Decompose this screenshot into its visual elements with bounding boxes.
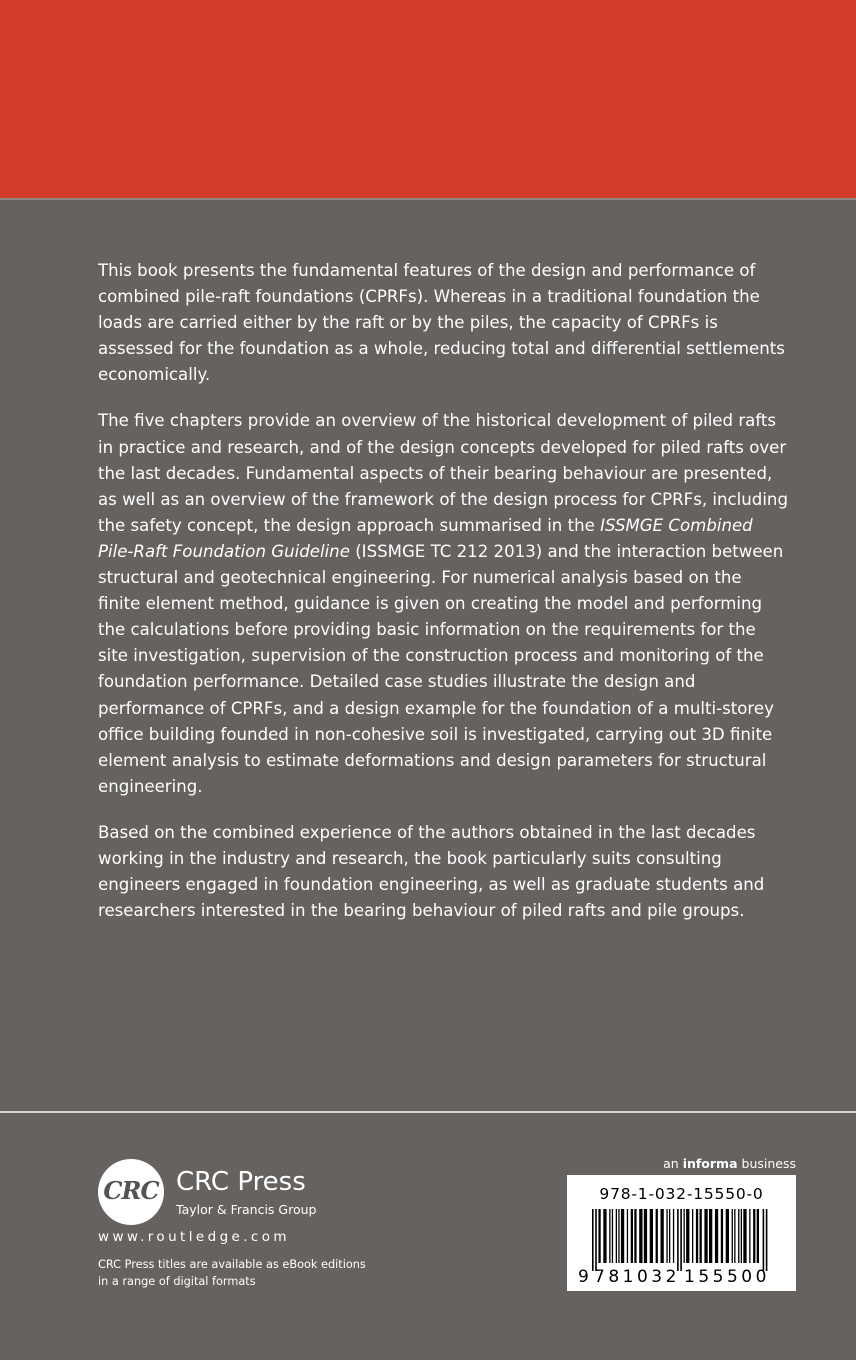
barcode-bar — [609, 1209, 610, 1263]
footer-divider — [0, 1111, 856, 1113]
barcode-bar — [726, 1209, 729, 1263]
barcode-guard-bar — [680, 1209, 682, 1271]
tagline-suffix: business — [741, 1156, 796, 1171]
barcode-bar — [753, 1209, 755, 1263]
barcode-digits-right: 155500 — [684, 1267, 770, 1287]
ebook-note-line-1: CRC Press titles are available as eBook editions — [98, 1258, 366, 1271]
ebook-note — [98, 1257, 378, 1290]
informa-tagline — [600, 1156, 796, 1171]
publisher-group: Taylor & Francis Group — [176, 1202, 317, 1217]
barcode-bar — [704, 1209, 707, 1263]
barcode-guard-bar — [766, 1209, 768, 1271]
barcode-guard-bar — [592, 1209, 594, 1271]
barcode-bar — [618, 1209, 619, 1263]
tagline-brand: informa — [682, 1156, 738, 1171]
barcode-bar — [696, 1209, 698, 1263]
barcode-bar — [738, 1209, 739, 1263]
barcode-bar — [661, 1209, 664, 1263]
paragraph-2-text-start: The five chapters provide an overview of the historical development of piled rafts in practice and research, and of the design concepts developed for piled rafts over the last decades. Fundamental aspects of their bearing behaviour are presented, as well as an overview of the framework of the design process for CPRFs, including the safety concept, the design approach summarised in the — [98, 411, 788, 535]
barcode-bar — [631, 1209, 633, 1263]
description-paragraph-3: Based on the combined experience of the authors obtained in the last decades working in the industry and research, the book particularly suits consulting engineers engaged in foundation engineering, as well as graduate students and researchers interested in the bearing behaviour of piled rafts and pile groups. — [98, 822, 765, 921]
barcode-bar — [700, 1209, 702, 1263]
barcode-bar — [673, 1209, 674, 1263]
barcode-bar — [743, 1209, 746, 1263]
barcode-guard-bar — [595, 1209, 597, 1271]
barcode-bar — [734, 1209, 735, 1263]
barcode-bar — [686, 1209, 689, 1263]
barcode-bar — [612, 1209, 613, 1263]
isbn-barcode — [567, 1175, 796, 1291]
ebook-note-line-2: in a range of digital formats — [98, 1274, 256, 1288]
barcode-digit-first: 9 — [578, 1267, 589, 1287]
barcode-bar — [650, 1209, 653, 1263]
barcode-bar — [684, 1209, 685, 1263]
barcode-bar — [666, 1209, 667, 1263]
barcode-guard-bar — [677, 1209, 679, 1271]
publisher-website: www.routledge.com — [98, 1229, 290, 1245]
crc-logo-text: CRC — [103, 1176, 159, 1205]
barcode-bar — [741, 1209, 742, 1263]
barcode-bar — [603, 1209, 606, 1263]
barcode-bar — [715, 1209, 718, 1263]
barcode-bar — [749, 1209, 750, 1263]
barcode-bar — [757, 1209, 759, 1263]
guideline-title: ISSMGE Combined Pile-Raft Foundation Guideline — [98, 515, 753, 561]
publisher-name: CRC Press — [176, 1167, 306, 1197]
header-color-band — [0, 0, 856, 198]
barcode-bar — [598, 1209, 600, 1263]
barcode-bar — [709, 1209, 712, 1263]
barcode-bar — [627, 1209, 628, 1263]
barcode-bar — [721, 1209, 723, 1263]
barcode-bar — [639, 1209, 642, 1263]
header-divider — [0, 198, 856, 200]
tagline-prefix: an — [663, 1156, 679, 1171]
book-description — [98, 258, 788, 944]
barcode-guard-bar — [763, 1209, 765, 1271]
barcode-bar — [644, 1209, 647, 1263]
barcode-digits-left: 781032 — [594, 1267, 680, 1287]
barcode-bar — [616, 1209, 617, 1263]
barcode-bar — [656, 1209, 658, 1263]
barcode-bar — [692, 1209, 693, 1263]
barcode-bar — [669, 1209, 670, 1263]
description-paragraph-1: This book presents the fundamental features of the design and performance of combined pile-raft foundations (CPRFs). Whereas in a traditional foundation the loads are carried either by the raft or by the piles, the capacity of CPRFs is assessed for the foundation as a whole, reducing total and differential settlements economically. — [98, 261, 785, 385]
barcode-bar — [621, 1209, 624, 1263]
description-paragraph-2 — [98, 408, 788, 799]
paragraph-2-text-end: (ISSMGE TC 212 2013) and the interaction between structural and geotechnical engineering. For numerical analysis based on the finite element method, guidance is given on creating the model and performing the calculations before providing basic information on the requirements for the site investigation, supervision of the construction process and monitoring of the foundation performance. Detailed case studies illustrate the design and performance of CPRFs, and a design example for the foundation of a multi-storey office building founded in non-cohesive soil is investigated, carrying out 3D finite element analysis to estimate deformations and design parameters for structural engineering. — [98, 541, 784, 796]
barcode-bar — [634, 1209, 636, 1263]
isbn-number: 978-1-032-15550-0 — [599, 1185, 764, 1203]
barcode-bar — [732, 1209, 733, 1263]
